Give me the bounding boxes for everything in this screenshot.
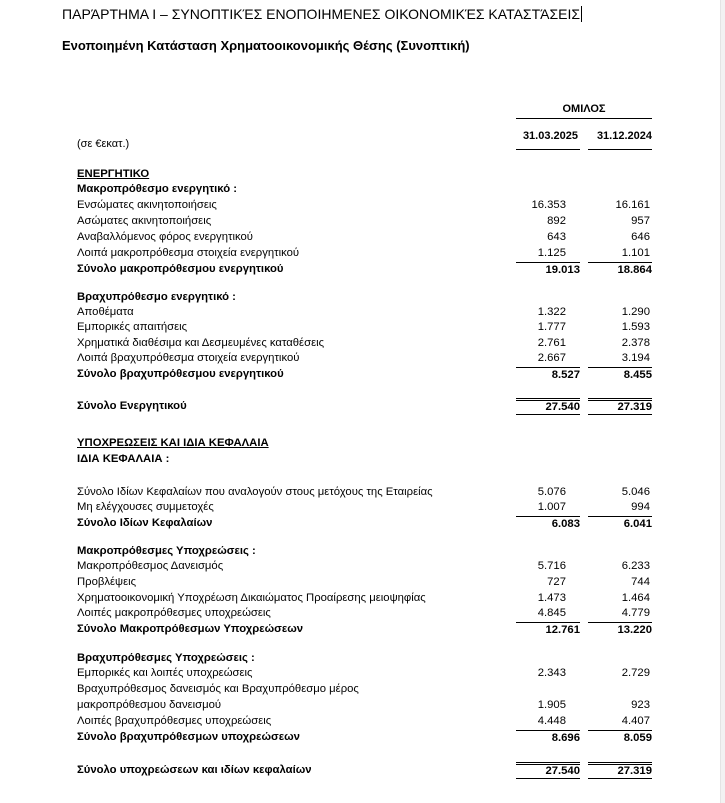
row-label: Μη ελέγχουσες συμμετοχές: [77, 501, 214, 513]
value-31-03-2025: 27.540: [516, 398, 580, 415]
value-31-12-2024: 8.059: [588, 730, 652, 745]
value-31-12-2024: 744: [631, 576, 650, 588]
date-column-1: 31.03.2025: [522, 130, 578, 142]
value-31-03-2025: 4.845: [537, 607, 566, 619]
table-row: [0, 366, 725, 382]
value-31-03-2025: 892: [547, 215, 566, 227]
value-31-12-2024: 27.319: [588, 762, 652, 779]
table-row: [0, 543, 725, 559]
table-row: [0, 605, 725, 621]
row-label: Λοιπά βραχυπρόθεσμα στοιχεία ενεργητικού: [77, 352, 300, 364]
value-31-12-2024: 2.729: [621, 667, 650, 679]
row-label: Λοιπές βραχυπρόθεσμες υποχρεώσεις: [77, 715, 272, 727]
table-row: [0, 762, 725, 778]
value-31-12-2024: 1.290: [621, 306, 650, 318]
value-31-12-2024: 994: [631, 501, 650, 513]
table-row: [0, 558, 725, 574]
value-31-12-2024: 6.041: [588, 516, 652, 531]
table-row: [0, 229, 725, 245]
value-31-12-2024: 18.864: [588, 262, 652, 277]
value-31-03-2025: 1.905: [537, 699, 566, 711]
value-31-12-2024: 2.378: [621, 337, 650, 349]
date-underline-1: [516, 149, 580, 150]
table-row: [0, 197, 725, 213]
value-31-03-2025: 16.353: [531, 199, 566, 211]
table-row: [0, 350, 725, 366]
row-label: Μακροπρόθεσμος Δανεισμός: [77, 560, 224, 572]
row-label: Μακροπρόθεσμο ενεργητικό :: [77, 183, 237, 195]
row-label: Σύνολο βραχυπρόθεσμου ενεργητικού: [77, 368, 284, 380]
table-row: [0, 398, 725, 414]
table-row: [0, 484, 725, 500]
row-label: Βραχυπρόθεσμες Υποχρεώσεις :: [77, 652, 255, 664]
row-label: ΥΠΟΧΡΕΩΣΕΙΣ ΚΑΙ ΙΔΙΑ ΚΕΦΑΛΑΙΑ: [77, 437, 269, 449]
table-row: [0, 650, 725, 666]
row-label: Αποθέματα: [77, 306, 134, 318]
row-label: μακροπρόθεσμου δανεισμού: [77, 699, 222, 711]
document-title: [62, 6, 582, 22]
row-label: Σύνολο Μακροπρόθεσμων Υποχρεώσεων: [77, 623, 304, 635]
row-label: Σύνολο υποχρεώσεων και ιδίων κεφαλαίων: [77, 764, 312, 776]
table-row: [0, 435, 725, 451]
table-row: [0, 681, 725, 697]
row-label: Σύνολο Ιδίων Κεφαλαίων: [77, 517, 213, 529]
table-row: [0, 181, 725, 197]
row-label: Σύνολο βραχυπρόθεσμων υποχρεώσεων: [77, 731, 300, 743]
table-row: [0, 319, 725, 335]
table-row: [0, 697, 725, 713]
value-31-03-2025: 8.527: [516, 367, 580, 382]
value-31-03-2025: 2.761: [537, 337, 566, 349]
value-31-03-2025: 5.716: [537, 560, 566, 572]
value-31-03-2025: 8.696: [516, 730, 580, 745]
table-row: [0, 590, 725, 606]
group-column-header: ΟΜΙΛΟΣ: [516, 103, 652, 119]
value-31-03-2025: 5.076: [537, 486, 566, 498]
value-31-03-2025: 19.013: [516, 262, 580, 277]
value-31-03-2025: 1.125: [537, 247, 566, 259]
row-label: Εμπορικές απαιτήσεις: [77, 321, 188, 333]
value-31-03-2025: 1.777: [537, 321, 566, 333]
value-31-12-2024: 957: [631, 215, 650, 227]
table-row: [0, 245, 725, 261]
row-label: Βραχυπρόθεσμο ενεργητικό :: [77, 291, 236, 303]
table-row: [0, 335, 725, 351]
table-row: [0, 213, 725, 229]
row-label: Λοιπές μακροπρόθεσμες υποχρεώσεις: [77, 607, 271, 619]
table-row: [0, 166, 725, 182]
row-label: Σύνολο Ιδίων Κεφαλαίων που αναλογούν στους μετόχους της Εταιρείας: [77, 486, 433, 498]
row-label: Σύνολο Ενεργητικού: [77, 400, 187, 412]
value-31-12-2024: 1.593: [621, 321, 650, 333]
document-title-text: ΠΑΡΆΡΤΗΜΑ Ι – ΣΥΝΟΠΤΙΚΈΣ ΕΝΟΠΟΙΗΜΕΝΕΣ ΟΙΚΟΝΟΜΙΚΈΣ ΚΑΤΑΣΤΆΣΕΙΣ: [62, 6, 580, 22]
row-label: Βραχυπρόθεσμος δανεισμός και Βραχυπρόθεσμο μέρος: [77, 683, 359, 695]
statement-subtitle: Ενοποιημένη Κατάσταση Χρηματοοικονομικής Θέσης (Συνοπτική): [62, 38, 470, 53]
value-31-12-2024: 4.407: [621, 715, 650, 727]
row-label: Χρηματοοικονομική Υποχρέωση Δικαιώματος Προαίρεσης μειοψηφίας: [77, 592, 426, 604]
table-row: [0, 729, 725, 745]
value-31-03-2025: 1.007: [537, 501, 566, 513]
value-31-03-2025: 2.343: [537, 667, 566, 679]
value-31-12-2024: 4.779: [621, 607, 650, 619]
value-31-12-2024: 923: [631, 699, 650, 711]
value-31-12-2024: 16.161: [615, 199, 650, 211]
value-31-12-2024: 13.220: [588, 622, 652, 637]
table-row: [0, 304, 725, 320]
value-31-12-2024: 646: [631, 231, 650, 243]
row-label: ΙΔΙΑ ΚΕΦΑΛΑΙΑ :: [77, 453, 170, 465]
table-row: [0, 499, 725, 515]
value-31-12-2024: 27.319: [588, 398, 652, 415]
row-label: Χρηματικά διαθέσιμα και Δεσμευμένες καταθέσεις: [77, 337, 325, 349]
value-31-03-2025: 12.761: [516, 622, 580, 637]
table-row: [0, 451, 725, 467]
row-label: Μακροπρόθεσμες Υποχρεώσεις :: [77, 545, 256, 557]
row-label: Ασώματες ακινητοποιήσεις: [77, 215, 212, 227]
table-row: [0, 665, 725, 681]
row-label: Προβλέψεις: [77, 576, 137, 588]
currency-unit: (σε €εκατ.): [77, 138, 130, 150]
row-label: Σύνολο μακροπρόθεσμου ενεργητικού: [77, 263, 284, 275]
table-row: [0, 289, 725, 305]
value-31-03-2025: 27.540: [516, 762, 580, 779]
value-31-12-2024: 5.046: [621, 486, 650, 498]
value-31-03-2025: 4.448: [537, 715, 566, 727]
text-cursor: [581, 6, 582, 22]
date-column-2: 31.12.2024: [596, 130, 652, 142]
value-31-12-2024: 6.233: [621, 560, 650, 572]
window-edge: [720, 0, 725, 803]
row-label: Εμπορικές και λοιπές υποχρεώσεις: [77, 667, 253, 679]
value-31-03-2025: 1.473: [537, 592, 566, 604]
date-underline-2: [588, 149, 652, 150]
value-31-12-2024: 1.464: [621, 592, 650, 604]
value-31-12-2024: 8.455: [588, 367, 652, 382]
row-label: ΕΝΕΡΓΗΤΙΚΟ: [77, 168, 150, 180]
value-31-03-2025: 727: [547, 576, 566, 588]
table-row: [0, 713, 725, 729]
value-31-03-2025: 6.083: [516, 516, 580, 531]
row-label: Ενσώματες ακινητοποιήσεις: [77, 199, 217, 211]
value-31-03-2025: 2.667: [537, 352, 566, 364]
value-31-12-2024: 1.101: [621, 247, 650, 259]
table-row: [0, 574, 725, 590]
value-31-03-2025: 643: [547, 231, 566, 243]
row-label: Λοιπά μακροπρόθεσμα στοιχεία ενεργητικού: [77, 247, 300, 259]
table-row: [0, 621, 725, 637]
value-31-12-2024: 3.194: [621, 352, 650, 364]
row-label: Αναβαλλόμενος φόρος ενεργητικού: [77, 231, 253, 243]
value-31-03-2025: 1.322: [537, 306, 566, 318]
table-row: [0, 261, 725, 277]
table-row: [0, 515, 725, 531]
